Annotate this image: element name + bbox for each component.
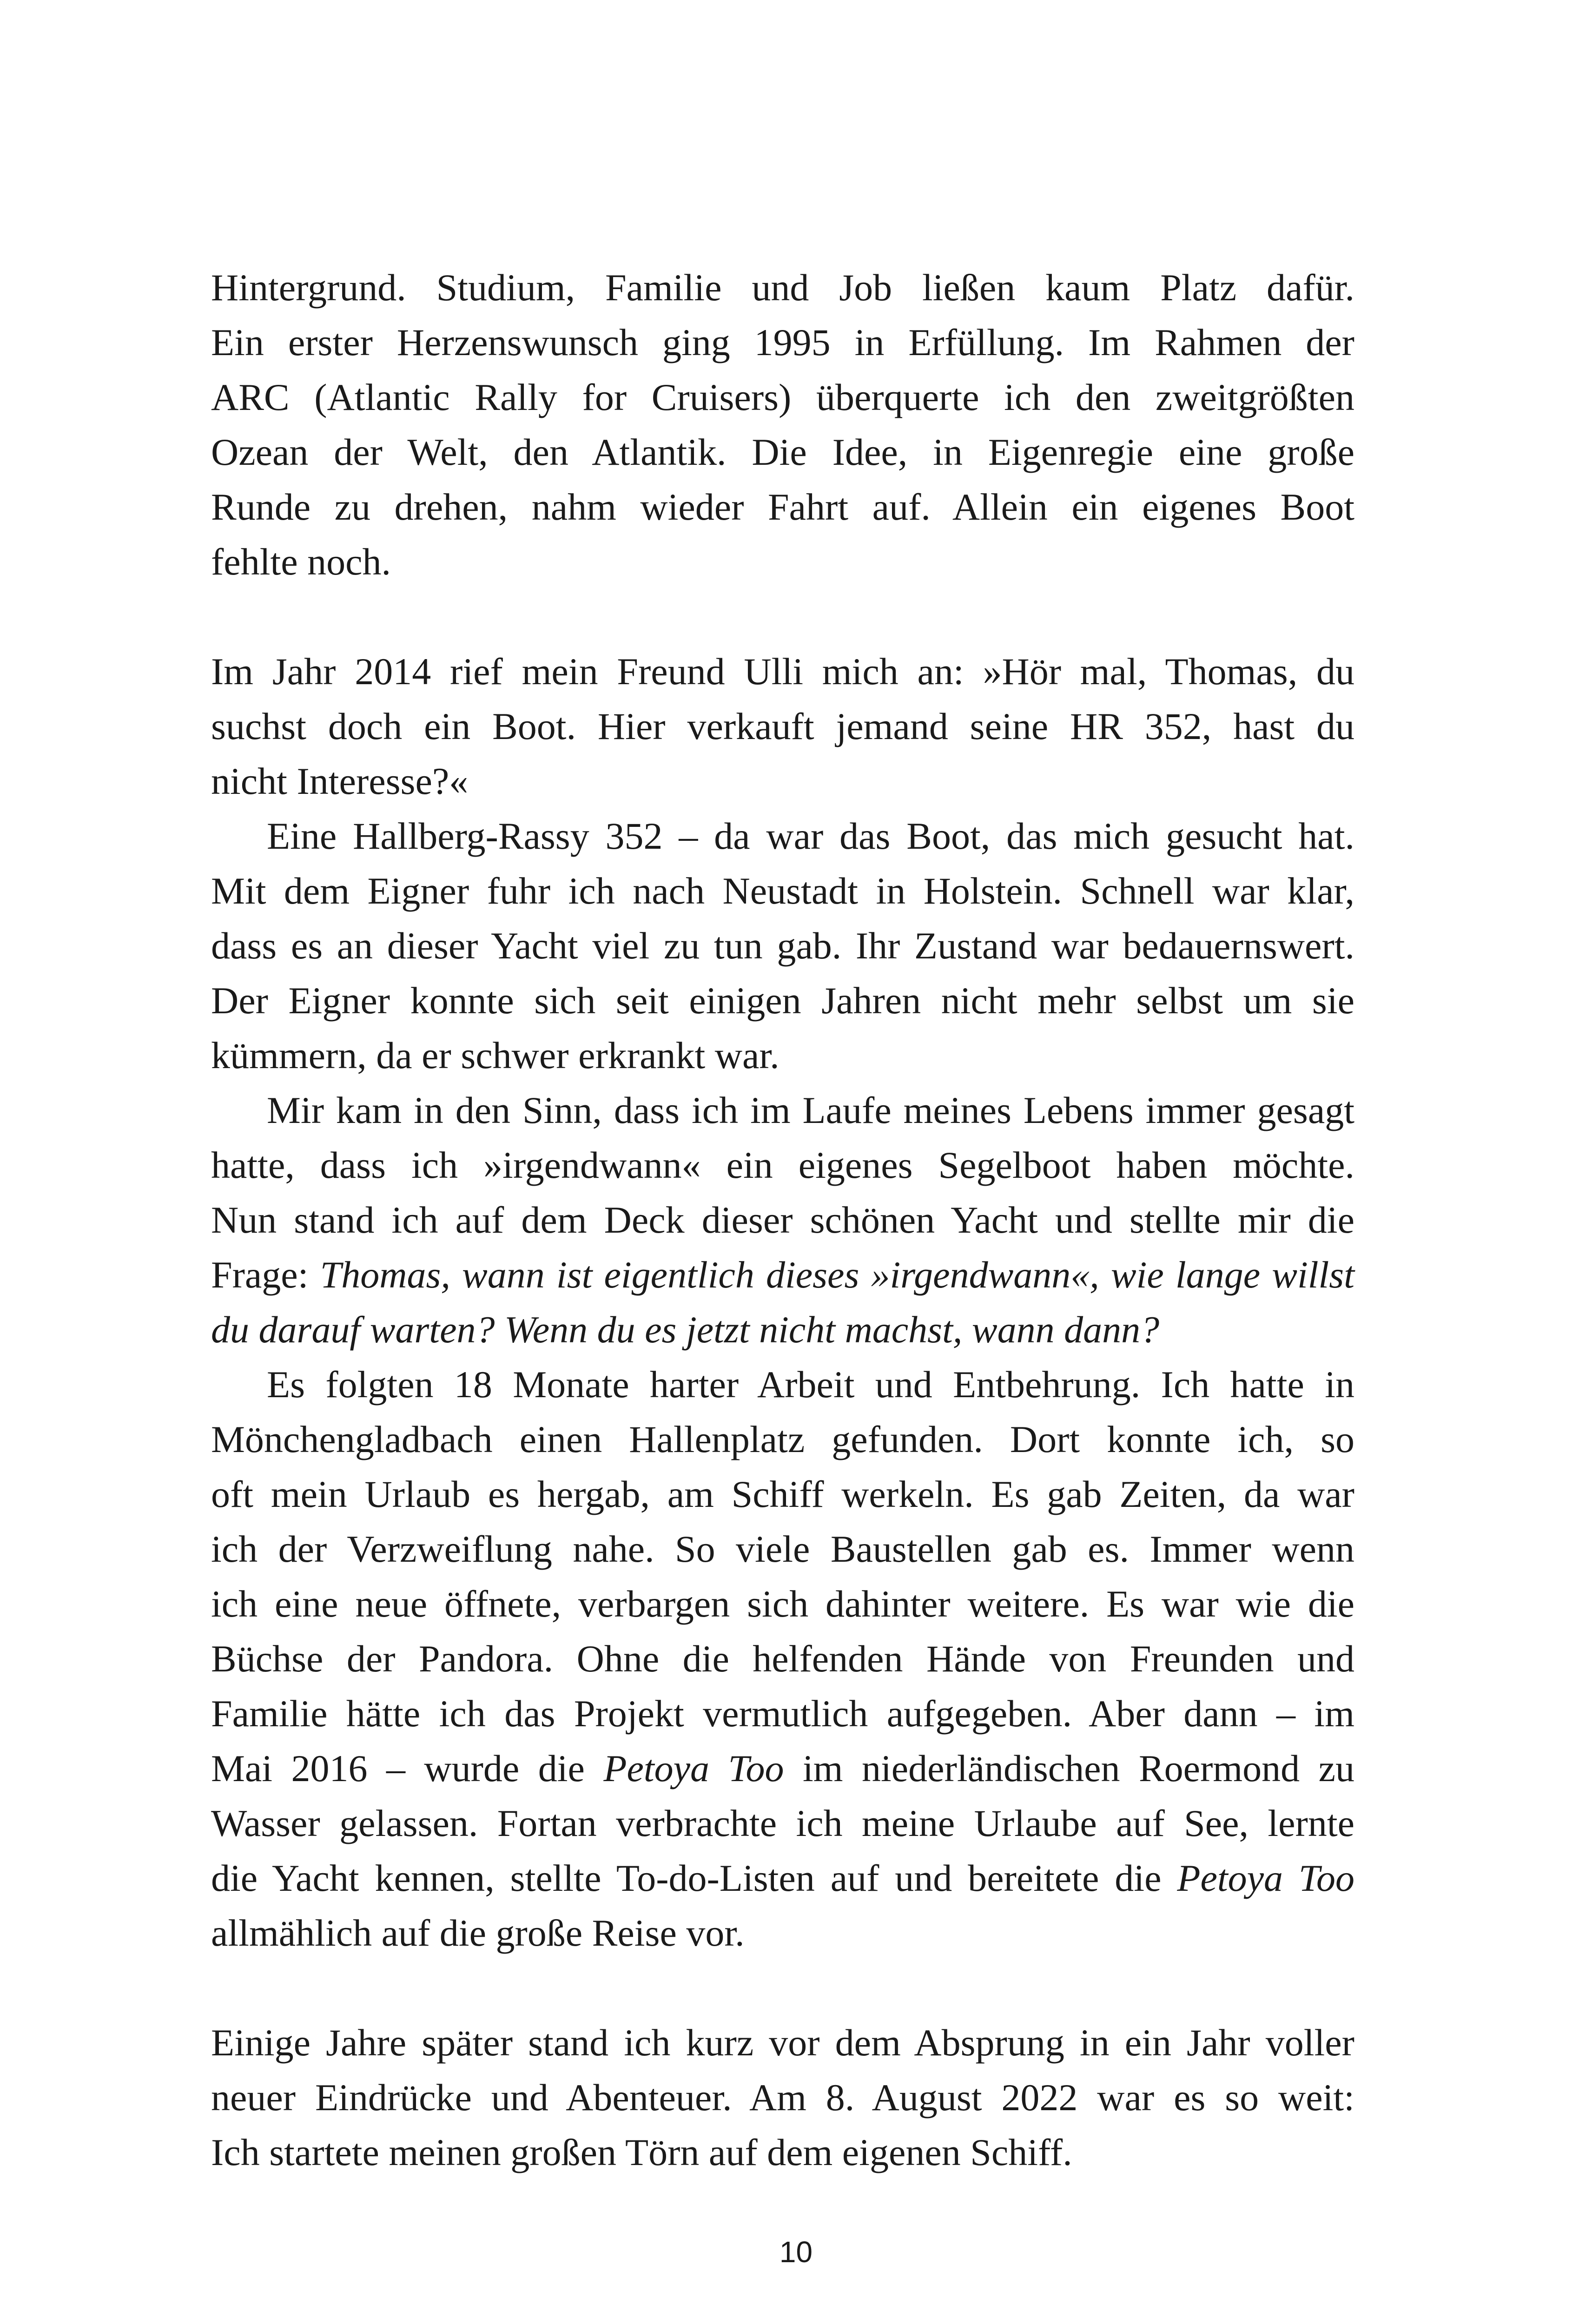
paragraph-2	[211, 644, 1354, 809]
text-line	[211, 1851, 1354, 1906]
text-line: Einige Jahre später stand ich kurz vor dem Absprung in ein Jahr voller	[211, 2021, 1354, 2064]
text-run: im niederländischen Roermond zu	[784, 1747, 1354, 1789]
text-line: ich der Verzweiflung nahe. So viele Baustellen gab es. Immer wenn	[211, 1528, 1354, 1570]
text-run: Frage:	[211, 1254, 320, 1296]
text-run: Mai 2016 – wurde die	[211, 1747, 604, 1789]
text-line: Mir kam in den Sinn, dass ich im Laufe meines Lebens immer gesagt	[267, 1089, 1354, 1131]
text-line: allmählich auf die große Reise vor.	[211, 1912, 745, 1954]
text-line: Mönchengladbach einen Hallenplatz gefunden. Dort konnte ich, so	[211, 1418, 1354, 1460]
text-line: Ich startete meinen großen Törn auf dem eigenen Schiff.	[211, 2131, 1072, 2173]
text-line: nicht Interesse?«	[211, 760, 469, 802]
italic-thought: Thomas, wann ist eigentlich dieses »irgendwann«, wie lange willst	[320, 1254, 1354, 1296]
page-number: 10	[779, 2235, 813, 2269]
text-line: Wasser gelassen. Fortan verbrachte ich meine Urlaube auf See, lernte	[211, 1802, 1354, 1844]
paragraph-1	[211, 260, 1354, 589]
text-line: oft mein Urlaub es hergab, am Schiff werkeln. Es gab Zeiten, da war	[211, 1473, 1354, 1515]
text-line: hatte, dass ich »irgendwann« ein eigenes Segelboot haben möchte.	[211, 1144, 1354, 1186]
text-line: neuer Eindrücke und Abenteuer. Am 8. August 2022 war es so weit:	[211, 2076, 1354, 2119]
italic-thought: du darauf warten? Wenn du es jetzt nicht machst, wann dann?	[211, 1308, 1160, 1351]
text-line: Hintergrund. Studium, Familie und Job ließen kaum Platz dafür.	[211, 266, 1354, 309]
text-line	[211, 1741, 1354, 1796]
text-line: Büchse der Pandora. Ohne die helfenden Hände von Freunden und	[211, 1637, 1354, 1680]
text-line: ARC (Atlantic Rally for Cruisers) überquerte ich den zweitgrößten	[211, 376, 1354, 418]
text-line: suchst doch ein Boot. Hier verkauft jemand seine HR 352, hast du	[211, 705, 1354, 747]
text-line: Nun stand ich auf dem Deck dieser schönen Yacht und stellte mir die	[211, 1199, 1354, 1241]
body-text	[211, 260, 1354, 2180]
text-line: kümmern, da er schwer erkrankt war.	[211, 1034, 779, 1076]
text-line: fehlte noch.	[211, 541, 391, 583]
text-line: Eine Hallberg-Rassy 352 – da war das Boot, das mich gesucht hat.	[267, 815, 1354, 857]
text-line: Runde zu drehen, nahm wieder Fahrt auf. Allein ein eigenes Boot	[211, 486, 1354, 528]
boat-name: Petoya Too	[1177, 1857, 1354, 1899]
text-line	[211, 1248, 1354, 1302]
text-line	[211, 1302, 1354, 1357]
paragraph-4	[211, 1083, 1354, 1357]
text-line: Ein erster Herzenswunsch ging 1995 in Erfüllung. Im Rahmen der	[211, 321, 1354, 363]
paragraph-3	[211, 809, 1354, 1083]
text-line: Familie hätte ich das Projekt vermutlich aufgegeben. Aber dann – im	[211, 1692, 1354, 1735]
paragraph-5	[211, 1357, 1354, 1961]
boat-name: Petoya Too	[603, 1747, 784, 1789]
text-line: Es folgten 18 Monate harter Arbeit und Entbehrung. Ich hatte in	[267, 1363, 1354, 1406]
paragraph-6	[211, 2015, 1354, 2180]
text-line: dass es an dieser Yacht viel zu tun gab. Ihr Zustand war bedauernswert.	[211, 924, 1354, 967]
text-run: die Yacht kennen, stellte To-do-Listen auf und bereitete die	[211, 1857, 1177, 1899]
text-line: Ozean der Welt, den Atlantik. Die Idee, in Eigenregie eine große	[211, 431, 1354, 473]
text-line: Der Eigner konnte sich seit einigen Jahren nicht mehr selbst um sie	[211, 979, 1354, 1022]
text-line: ich eine neue öffnete, verbargen sich dahinter weitere. Es war wie die	[211, 1583, 1354, 1625]
text-line: Mit dem Eigner fuhr ich nach Neustadt in Holstein. Schnell war klar,	[211, 870, 1354, 912]
text-line: Im Jahr 2014 rief mein Freund Ulli mich an: »Hör mal, Thomas, du	[211, 650, 1354, 693]
